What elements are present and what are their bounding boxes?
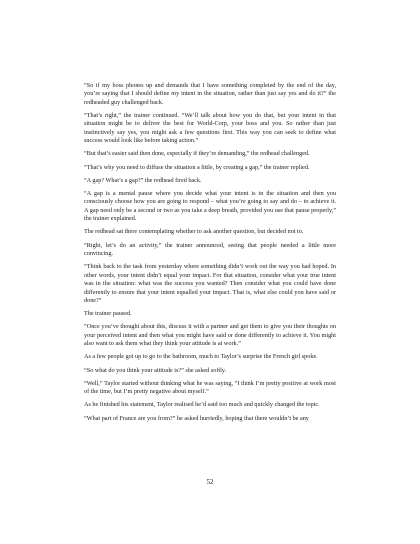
page-number: 52 xyxy=(206,478,214,486)
paragraph: The redhead sat there contemplating whether to ask another question, but decided not to. xyxy=(84,228,304,236)
paragraph: “But that’s easier said then done, especially if they’re demanding,” the redhead challenged. xyxy=(84,150,310,158)
body-text xyxy=(84,82,336,428)
paragraph: “A gap? What’s a gap?” the redhead fired back. xyxy=(84,176,202,184)
paragraph: “That’s right,” the trainer continued. “We’ll talk about how you do that, but your intent in that situation might be to deliver the best for World-Corp, your boss and you. So rather than just instinctively say yes, you might ask a few questions first. This way you can seek to define what success would look like before taking action.” xyxy=(84,112,336,145)
paragraph: “Once you’ve thought about this, discuss it with a partner and get them to give you their thoughts on your perceived intent and then what you might have said or done differently to achieve it. You might also want to ask them what they think your attitude is at work.” xyxy=(84,323,336,348)
paragraph: “So what do you think your attitude is?” she asked softly. xyxy=(84,366,227,374)
paragraph: “That’s why you need to diffuse the situation a little, by creating a gap,” the trainer replied. xyxy=(84,163,310,171)
paragraph: “So if my boss phones up and demands that I have something completed by the end of the day, you’re saying that I should define my intent in the situation, rather than just say yes and do it?” the redheaded guy challenged back. xyxy=(84,82,336,106)
paragraph: “Think back to the task from yesterday where something didn’t work out the way you had hoped. In other words, your intent didn’t equal your impact. For that situation, consider what your true intent was in the situation: what was the success you wanted? Then consider what you could have done differently to ensure that your intent equalled your impact. That is, what else could you have said or done?” xyxy=(84,263,336,304)
paragraph: “A gap is a mental pause where you decide what your intent is in the situation and then you consciously choose how you are going to respond – what you’re going to say and do – to achieve it. A gap need only be a second or two as you take a deep breath, provided you use that pause properly,” the trainer explained. xyxy=(84,190,336,223)
paragraph: The trainer paused. xyxy=(84,310,132,318)
paragraph: “What part of France are you from?” he asked hurriedly, hoping that there wouldn’t be any xyxy=(84,414,309,422)
paragraph: “Right, let’s do an activity,” the trainer announced, seeing that people needed a little more convincing. xyxy=(84,241,336,258)
paragraph: As he finished his statement, Taylor realised he’d said too much and quickly changed the topic. xyxy=(84,401,320,409)
paragraph: “Well,” Taylor started without thinking what he was saying, “I think I’m pretty positive at work most of the time, but I’m pretty negative about myself.” xyxy=(84,379,336,396)
paragraph: As a few people got up to go to the bathroom, much to Taylor’s surprise the French girl spoke. xyxy=(84,353,318,361)
